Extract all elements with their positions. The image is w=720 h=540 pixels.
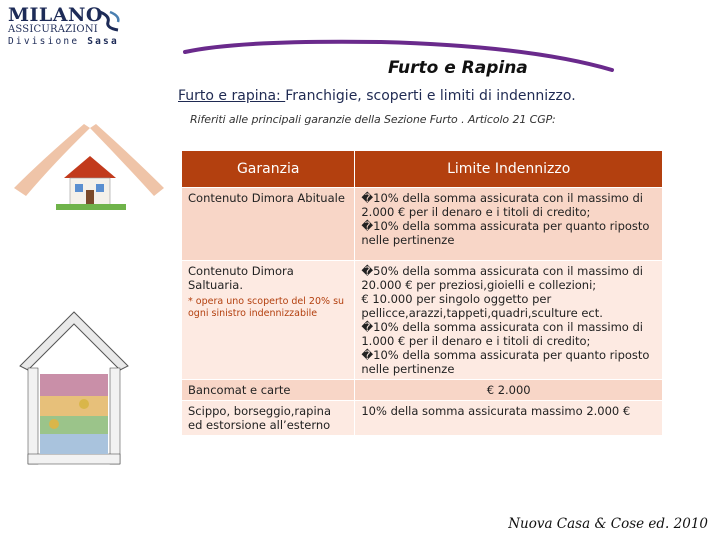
slide-title: Furto e Rapina <box>388 58 528 78</box>
reference-note: Riferiti alle principali garanzie della Sezione Furto . Articolo 21 CGP: <box>190 113 556 126</box>
logo-divisione-text: Divisione Sasa <box>8 36 119 47</box>
garanzia-label: Scippo, borseggio,rapina ed estorsione all’esterno <box>188 404 331 432</box>
money-house-image <box>14 304 134 474</box>
limite-line: �10% della somma assicurata per quanto riposto nelle pertinenze <box>361 348 650 376</box>
limite-line: �50% della somma assicurata con il massimo di 20.000 € per preziosi,gioielli e collezioni; <box>361 264 643 292</box>
logo-mark-icon <box>96 10 124 32</box>
header-garanzia: Garanzia <box>182 151 355 188</box>
table-row <box>182 380 663 401</box>
subtitle-rest: Franchigie, scoperti e limiti di indennizzo. <box>285 88 576 104</box>
garanzia-note: * opera uno scoperto del 20% su ogni sinistro indennizzabile <box>188 296 345 319</box>
indemnity-table <box>181 150 663 436</box>
footer-credit: Nuova Casa & Cose ed. 2010 <box>508 516 708 532</box>
limite-cell <box>355 380 663 401</box>
limite-line: �10% della somma assicurata per quanto riposto nelle pertinenze <box>361 219 650 247</box>
garanzia-cell <box>182 380 355 401</box>
limite-cell <box>355 261 663 380</box>
limite-line: 10% della somma assicurata massimo 2.000 € <box>361 404 631 418</box>
header-limite: Limite Indennizzo <box>355 151 663 188</box>
limite-line: �10% della somma assicurata con il massimo di 2.000 € per il denaro e i titoli di credito; <box>361 191 643 219</box>
house-hands-image <box>4 118 174 218</box>
limite-line: € 2.000 <box>486 383 531 397</box>
garanzia-label: Bancomat e carte <box>188 383 291 397</box>
garanzia-label: Contenuto Dimora Abituale <box>188 191 345 205</box>
garanzia-cell <box>182 261 355 380</box>
garanzia-cell <box>182 188 355 261</box>
subtitle <box>178 88 576 104</box>
table-row <box>182 261 663 380</box>
logo-milano-text: MILANO <box>8 4 103 26</box>
garanzia-cell <box>182 401 355 436</box>
limite-line: �10% della somma assicurata con il massimo di 1.000 € per il denaro e i titoli di credito; <box>361 320 643 348</box>
limite-cell <box>355 188 663 261</box>
table-row <box>182 188 663 261</box>
limite-line: € 10.000 per singolo oggetto per pellicce,arazzi,tappeti,quadri,sculture ect. <box>361 292 603 320</box>
table-row <box>182 401 663 436</box>
logo-assicurazioni-text: ASSICURAZIONI <box>8 24 98 35</box>
limite-cell <box>355 401 663 436</box>
garanzia-label: Contenuto Dimora Saltuaria. <box>188 264 294 292</box>
subtitle-underlined: Furto e rapina: <box>178 88 286 104</box>
company-logo <box>6 4 126 48</box>
